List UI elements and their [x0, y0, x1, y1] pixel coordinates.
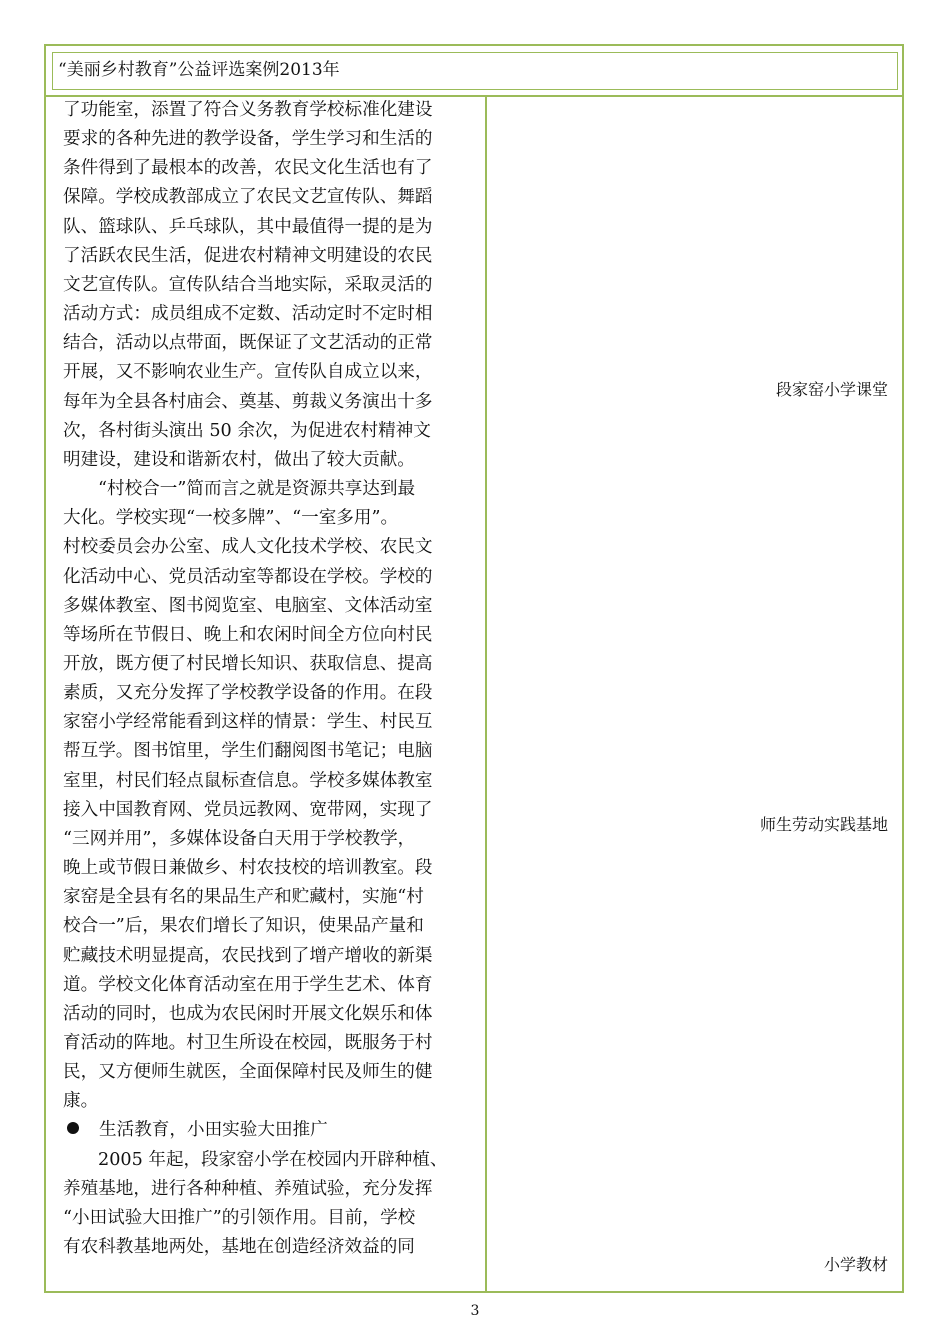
text-line: 保障。学校成教部成立了农民文艺宣传队、舞蹈: [63, 187, 433, 208]
text-line: 贮藏技术明显提高，农民找到了增产增收的新渠: [63, 945, 433, 966]
text-line: “小田试验大田推广”的引领作用。目前，学校: [63, 1207, 416, 1228]
text-line: 2005 年起，段家窑小学在校园内开辟种植、: [98, 1149, 448, 1170]
text-line: 要求的各种先进的教学设备，学生学习和生活的: [63, 129, 433, 150]
text-line: 开展，又不影响农业生产。宣传队自成立以来，: [63, 362, 433, 383]
text-line: 化活动中心、党员活动室等都设在学校。学校的: [63, 566, 433, 587]
text-line: “村校合一”简而言之就是资源共享达到最: [98, 479, 416, 500]
text-line: 结合，活动以点带面，既保证了文艺活动的正常: [63, 333, 433, 354]
text-line: 道。学校文化体育活动室在用于学生艺术、体育: [63, 974, 433, 995]
bullet-dot-icon: [67, 1122, 79, 1134]
caption-classroom: 段家窑小学课堂: [775, 380, 888, 399]
text-line: 康。: [63, 1091, 99, 1112]
text-line: 晚上或节假日兼做乡、村农技校的培训教室。段: [63, 858, 433, 879]
text-line: 活动方式：成员组成不定数、活动定时不定时相: [63, 304, 433, 325]
text-line: 条件得到了最根本的改善，农民文化生活也有了: [63, 158, 433, 179]
text-line: 了功能室，添置了符合义务教育学校标准化建设: [63, 100, 433, 120]
page-number: 3: [470, 1303, 480, 1319]
paragraph-1: [63, 96, 481, 475]
main-text-column: [63, 96, 481, 1262]
text-line: 接入中国教育网、党员远教网、宽带网，实现了: [63, 799, 433, 820]
caption-labor-base: 师生劳动实践基地: [759, 815, 888, 834]
text-line: 校合一”后，果农们增长了知识，使果品产量和: [63, 916, 424, 937]
text-line: 队、篮球队、乒乓球队，其中最值得一提的是为: [63, 216, 433, 237]
paragraph-3: [63, 1146, 481, 1263]
text-line: 素质，又充分发挥了学校教学设备的作用。在段: [63, 683, 433, 704]
text-line: 明建设，建设和谐新农村，做出了较大贡献。: [63, 449, 415, 470]
bullet-heading-text: 生活教育，小田实验大田推广: [99, 1120, 328, 1141]
text-line: 家窑是全县有名的果品生产和贮藏村，实施“村: [63, 887, 424, 908]
bullet-heading: [63, 1116, 481, 1145]
text-line: 育活动的阵地。村卫生所设在校园，既服务于村: [63, 1033, 433, 1053]
header-title: “美丽乡村教育”公益评选案例2013年: [58, 60, 340, 80]
text-line: 家窑小学经常能看到这样的情景：学生、村民互: [63, 712, 433, 733]
paragraph-2: [63, 475, 481, 1116]
text-line: 多媒体教室、图书阅览室、电脑室、文体活动室: [63, 595, 433, 616]
caption-textbook: 小学教材: [823, 1255, 888, 1274]
text-line: 开放，既方便了村民增长知识、获取信息、提高: [63, 653, 433, 674]
text-line: 次，各村街头演出 50 余次，为促进农村精神文: [63, 420, 431, 441]
text-line: 每年为全县各村庙会、奠基、剪裁义务演出十多: [63, 391, 433, 412]
text-line: “三网并用”，多媒体设备白天用于学校教学，: [63, 828, 416, 849]
text-line: 民，又方便师生就医，全面保障村民及师生的健: [63, 1062, 433, 1083]
text-line: 了活跃农民生活，促进农村精神文明建设的农民: [63, 245, 433, 266]
text-line: 帮互学。图书馆里，学生们翻阅图书笔记；电脑: [63, 741, 433, 762]
text-line: 室里，村民们轻点鼠标查信息。学校多媒体教室: [63, 770, 433, 791]
text-line: 等场所在节假日、晚上和农闲时间全方位向村民: [63, 624, 433, 645]
column-divider: [485, 97, 487, 1293]
text-line: 有农科教基地两处，基地在创造经济效益的同: [63, 1237, 415, 1258]
text-line: 活动的同时，也成为农民闲时开展文化娱乐和体: [63, 1003, 433, 1024]
text-line: 文艺宣传队。宣传队结合当地实际，采取灵活的: [63, 274, 433, 295]
text-line: 养殖基地，进行各种种植、养殖试验，充分发挥: [63, 1178, 433, 1199]
text-line: 村校委员会办公室、成人文化技术学校、农民文: [63, 537, 433, 558]
text-line: 大化。学校实现“一校多牌”、“一室多用”。: [63, 508, 399, 529]
